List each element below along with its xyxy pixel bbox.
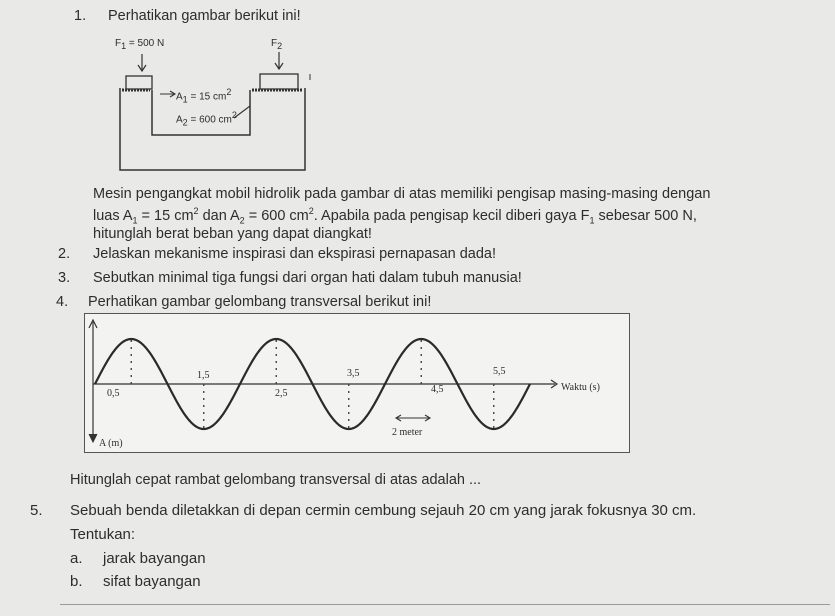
a2-label: $A_2 = 600$ $cm^2$ xyxy=(176,110,237,128)
q3-number: 3. xyxy=(58,270,71,286)
tick-label-0-5: 0,5 xyxy=(107,388,120,399)
q4-question: Hitunglah cepat rambat gelombang transversal di atas adalah ... xyxy=(70,472,482,488)
tick-label-3-5: 3,5 xyxy=(347,368,360,379)
q5-number: 5. xyxy=(30,502,43,519)
q2-text: Jelaskan mekanisme inspirasi dan ekspirasi pernapasan dada! xyxy=(93,246,497,262)
q2-number: 2. xyxy=(58,246,71,262)
q1-number: 1. xyxy=(74,8,87,24)
q5-a-text: jarak bayangan xyxy=(103,550,206,567)
q5-prompt: Tentukan: xyxy=(70,526,136,543)
q1-line2: luas $A_1 = 15$ $cm^2$ dan $A_2 = 600$ $cm^2$. Apabila pada pengisap kecil diberi gaya $F_1$ sebesar 500 N, xyxy=(93,206,697,226)
q1-line3: hitunglah berat beban yang dapat diangkat! xyxy=(93,226,372,242)
bottom-divider xyxy=(60,604,830,605)
x-axis-label: Waktu (s) xyxy=(561,382,600,393)
tick-label-1-5: 1,5 xyxy=(197,370,210,381)
y-axis-arrow-down xyxy=(89,434,97,442)
tick-label-5-5: 5,5 xyxy=(493,366,506,377)
y-axis-label: A (m) xyxy=(99,438,123,449)
f2-label: $F_2$ xyxy=(271,38,283,51)
distance-label: 2 meter xyxy=(392,427,423,438)
tick-label-4-5: 4,5 xyxy=(431,384,444,395)
distance-arrow xyxy=(396,415,430,421)
wave-chart-box xyxy=(84,313,630,453)
q1-intro: Perhatikan gambar berikut ini! xyxy=(108,8,301,24)
q4-intro: Perhatikan gambar gelombang transversal berikut ini! xyxy=(88,294,432,310)
f1-label: $F_1 = 500$ N xyxy=(115,38,165,51)
q5-a-label: a. xyxy=(70,550,83,567)
hydraulic-lift-figure xyxy=(100,30,330,180)
q4-number: 4. xyxy=(56,294,69,310)
q1-line1: Mesin pengangkat mobil hidrolik pada gambar di atas memiliki pengisap masing-masing dengan xyxy=(93,186,711,202)
q5-b-label: b. xyxy=(70,573,83,590)
wave-chart xyxy=(85,314,629,452)
tick-label-2-5: 2,5 xyxy=(275,388,288,399)
q5-text: Sebuah benda diletakkan di depan cermin cembung sejauh 20 cm yang jarak fokusnya 30 cm. xyxy=(70,502,697,519)
q5-b-text: sifat bayangan xyxy=(103,573,201,590)
q3-text: Sebutkan minimal tiga fungsi dari organ hati dalam tubuh manusia! xyxy=(93,270,522,286)
a1-label: $A_1 = 15$ $cm^2$ xyxy=(176,87,232,105)
